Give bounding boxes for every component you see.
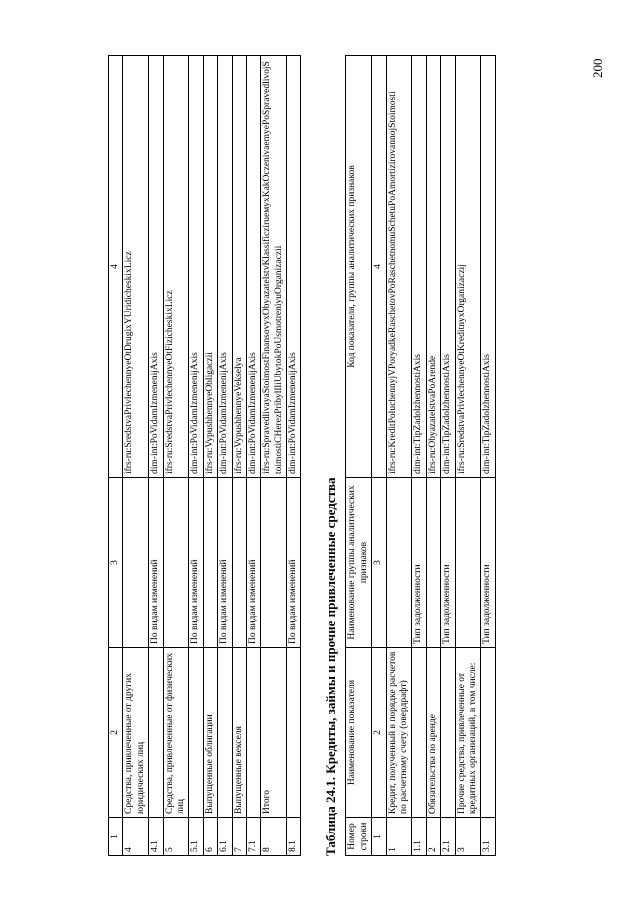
row-number-cell: 4.1 — [149, 818, 163, 856]
code-cell: ifrs-ru:KreditPoluchennyjVPoryadkeRaschetovPoRaschetnomuSchetuPoAmortizirovannojStoimosti — [386, 56, 412, 478]
table-row — [189, 56, 203, 856]
code-cell: ifrs-ru:VypushhennyeVekselya — [232, 56, 246, 478]
group-name-cell: Тип задолженности — [412, 478, 426, 648]
group-name-cell — [163, 478, 189, 648]
indicator-name-cell: Средства, привлеченные от физических лиц — [163, 648, 189, 818]
code-cell: dim-int:PoVidamIzmenenijAxis — [218, 56, 232, 478]
row-number-cell: 8 — [261, 818, 287, 856]
group-name-cell — [426, 478, 440, 648]
table-header-row — [109, 56, 123, 856]
code-cell: ifrs-ru:SpravedlivayaStoimostFinansovyxObyazatelstvKlassificzirueмyxKakOczenivaemyePoSpravedlivojStoimostiCHerezPribylIliUbytokPoUsmotreniyuOrganizaczii — [261, 56, 287, 478]
indicator-name-cell — [189, 648, 203, 818]
indicator-name-cell — [412, 648, 426, 818]
group-name-cell — [203, 478, 217, 648]
group-name-cell: По видам изменений — [287, 478, 301, 648]
indicator-name-cell — [481, 648, 495, 818]
code-cell: dim-int:TipZadolzhennostiAxis — [412, 56, 426, 478]
code-cell: dim-int:TipZadolzhennostiAxis — [481, 56, 495, 478]
row-number-cell: 7 — [232, 818, 246, 856]
indicator-name-cell: Обязательства по аренде — [426, 648, 440, 818]
table-row — [386, 56, 412, 856]
table-body — [386, 56, 495, 856]
indicator-name-cell: Итого — [261, 648, 287, 818]
row-number-cell: 5.1 — [189, 818, 203, 856]
row-number-cell: 6.1 — [218, 818, 232, 856]
row-number-cell: 2 — [426, 818, 440, 856]
header-group-name: Наименование группы аналитических признаков — [346, 478, 372, 648]
table-row — [203, 56, 217, 856]
group-name-cell — [261, 478, 287, 648]
col-num-3: 3 — [109, 478, 123, 648]
table-row — [412, 56, 426, 856]
row-number-cell: 5 — [163, 818, 189, 856]
indicator-name-cell: Средства, привлеченные от других юридических лиц — [123, 648, 149, 818]
indicator-name-cell: Кредит, полученный в порядке расчетов по расчетному счету (овердрафт) — [386, 648, 412, 818]
rotated-page-content — [108, 56, 496, 856]
indicator-name-cell — [441, 648, 455, 818]
code-cell: dim-int:PoVidamIzmenenijAxis — [149, 56, 163, 478]
indicator-name-cell: Выпущенные облигации — [203, 648, 217, 818]
col-num-4: 4 — [109, 56, 123, 478]
table-row — [218, 56, 232, 856]
table-continuation — [108, 55, 301, 856]
col-num-4: 4 — [372, 56, 386, 478]
row-number-cell: 3.1 — [481, 818, 495, 856]
code-cell: ifrs-ru:SredstvaPrivlechennyeOtFizicheskixLicz — [163, 56, 189, 478]
indicator-name-cell — [218, 648, 232, 818]
code-cell: dim-int:TipZadolzhennostiAxis — [441, 56, 455, 478]
table-caption: Таблица 24.1. Кредиты, займы и прочие привлеченные средства — [323, 477, 339, 856]
page-number: 200 — [590, 58, 605, 78]
indicator-name-cell — [287, 648, 301, 818]
group-name-cell — [455, 478, 481, 648]
group-name-cell: По видам изменений — [218, 478, 232, 648]
indicator-name-cell: Выпущенные векселя — [232, 648, 246, 818]
row-number-cell: 3 — [455, 818, 481, 856]
table-body — [123, 56, 301, 856]
group-name-cell — [386, 478, 412, 648]
code-cell: dim-int:PoVidamIzmenenijAxis — [246, 56, 260, 478]
table-header-numbers-row — [372, 56, 386, 856]
header-code: Код показателя, группы аналитических признаков — [346, 56, 372, 478]
row-number-cell: 2.1 — [441, 818, 455, 856]
code-cell: ifrs-ru:SredstvaPrivlechennyeOtKreditnyxOrganizaczij — [455, 56, 481, 478]
row-number-cell: 7.1 — [246, 818, 260, 856]
col-num-3: 3 — [372, 478, 386, 648]
col-num-1: 1 — [109, 818, 123, 856]
indicator-name-cell — [246, 648, 260, 818]
table-row — [481, 56, 495, 856]
table-row — [426, 56, 440, 856]
col-num-2: 2 — [109, 648, 123, 818]
col-num-2: 2 — [372, 648, 386, 818]
code-cell: ifrs-ru:ObyazatelstvaPoArende — [426, 56, 440, 478]
group-name-cell — [232, 478, 246, 648]
table-row — [149, 56, 163, 856]
table-24-1 — [345, 55, 495, 856]
table-row — [455, 56, 481, 856]
group-name-cell: Тип задолженности — [481, 478, 495, 648]
group-name-cell: По видам изменений — [149, 478, 163, 648]
row-number-cell: 6 — [203, 818, 217, 856]
table-header-row — [346, 56, 372, 856]
table-row — [261, 56, 287, 856]
indicator-name-cell — [149, 648, 163, 818]
table-row — [123, 56, 149, 856]
row-number-cell: 1.1 — [412, 818, 426, 856]
table-row — [287, 56, 301, 856]
row-number-cell: 8.1 — [287, 818, 301, 856]
table-row — [441, 56, 455, 856]
table-row — [163, 56, 189, 856]
table-row — [246, 56, 260, 856]
header-indicator-name: Наименование показателя — [346, 648, 372, 818]
group-name-cell: Тип задолженности — [441, 478, 455, 648]
code-cell: dim-int:PoVidamIzmenenijAxis — [189, 56, 203, 478]
row-number-cell: 1 — [386, 818, 412, 856]
indicator-name-cell: Прочие средства, привлеченные от кредитных организаций, в том числе: — [455, 648, 481, 818]
group-name-cell: По видам изменений — [246, 478, 260, 648]
code-cell: dim-int:PoVidamIzmenenijAxis — [287, 56, 301, 478]
row-number-cell: 4 — [123, 818, 149, 856]
table-row — [232, 56, 246, 856]
col-num-1: 1 — [372, 818, 386, 856]
group-name-cell: По видам изменений — [189, 478, 203, 648]
group-name-cell — [123, 478, 149, 648]
header-row-number: Номер строки — [346, 818, 372, 856]
code-cell: ifrs-ru:SredstvaPrivlechennyeOtDrugixYUridicheskixLicz — [123, 56, 149, 478]
code-cell: ifrs-ru:VypushhennyeObligaczii — [203, 56, 217, 478]
